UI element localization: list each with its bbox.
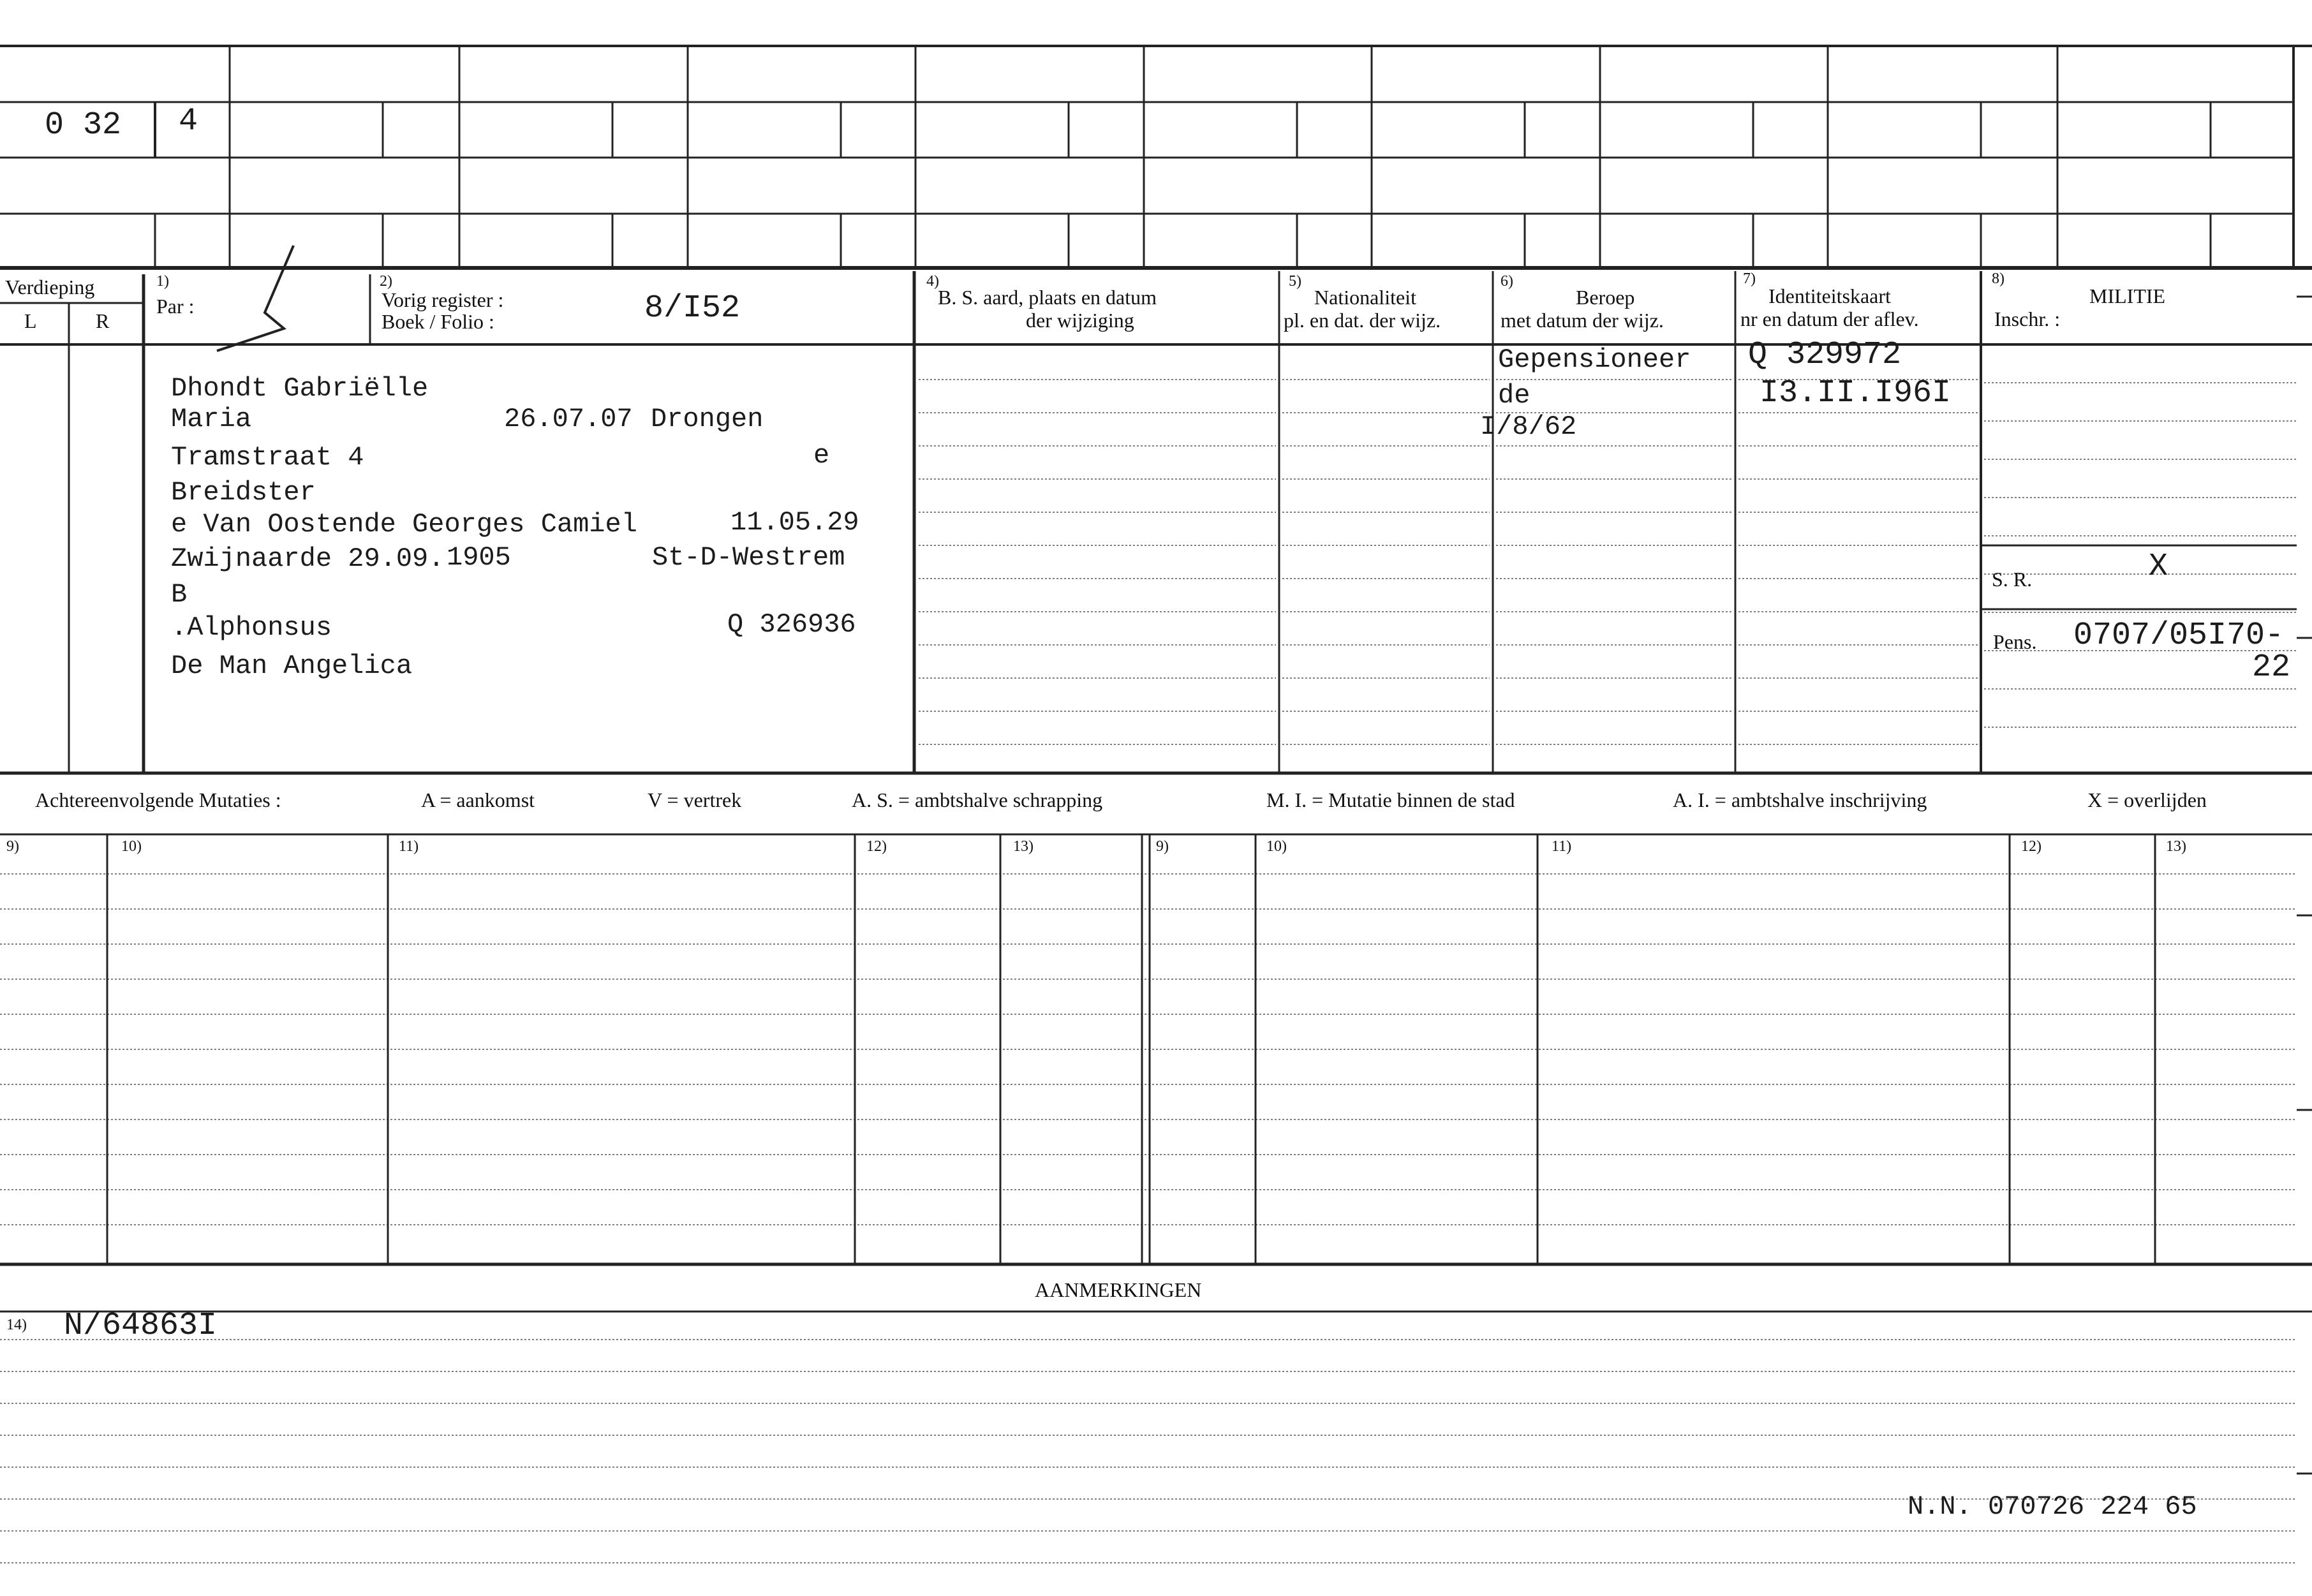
mut-col-13: 13) [1013, 838, 1034, 855]
id-card-number: Q 329972 [1748, 337, 1902, 373]
aanmerkingen-num: 14) [6, 1317, 27, 1333]
person-line-7: B [171, 579, 188, 610]
person-line-1: Dhondt Gabriëlle [171, 373, 429, 404]
card-id: Q 326936 [727, 609, 856, 640]
verdieping-r: R [96, 309, 110, 332]
id-card-date: I3.II.I96I [1760, 375, 1952, 411]
verdieping-l: L [24, 309, 37, 332]
pens-value-2: 22 [2252, 649, 2291, 686]
mutatie-ai: A. I. = ambtshalve inschrijving [1673, 788, 1927, 811]
pens-value-1: 0707/05I70- [2073, 617, 2285, 654]
militie-title: MILITIE [2089, 284, 2166, 307]
beroep-label-1: Beroep [1576, 286, 1635, 309]
nn-number: N.N. 070726 224 65 [1908, 1491, 2197, 1522]
mut-col-9: 9) [6, 838, 19, 855]
mut-col-10: 10) [121, 838, 142, 855]
person-line-2: Maria [171, 404, 252, 434]
birth-date: 26.07.07 [504, 404, 633, 434]
person-line-8: .Alphonsus [171, 612, 332, 643]
id-num: 7) [1743, 270, 1756, 287]
mut-col-13b: 13) [2166, 838, 2186, 855]
id-label-2: nr en datum der aflev. [1740, 307, 1919, 330]
par-num: 1) [156, 273, 169, 290]
mutatie-mi: M. I. = Mutatie binnen de stad [1266, 788, 1515, 811]
aanmerkingen-title: AANMERKINGEN [1035, 1278, 1202, 1301]
person-line-5: e Van Oostende Georges Camiel [171, 509, 637, 540]
card-number: 4 [179, 103, 198, 140]
beroep-label-2: met datum der wijz. [1501, 309, 1664, 332]
verdieping-label: Verdieping [5, 276, 95, 299]
mut-col-11b: 11) [1552, 838, 1572, 855]
note-e: e [813, 440, 830, 471]
beroep-value-2: de [1498, 380, 1530, 411]
person-line-9: De Man Angelica [171, 651, 413, 681]
nat-label-1: Nationaliteit [1314, 286, 1416, 309]
mutatie-as: A. S. = ambtshalve schrapping [852, 788, 1103, 811]
mut-col-12b: 12) [2021, 838, 2042, 855]
aanmerkingen-value: N/64863I [64, 1308, 218, 1344]
mutatie-a: A = aankomst [421, 788, 535, 811]
militie-num: 8) [1992, 270, 2004, 287]
spouse-date: 11.05.29 [730, 507, 859, 538]
death-place: St-D-Westrem [652, 542, 845, 573]
mutatie-x: X = overlijden [2087, 788, 2207, 811]
mutatie-v: V = vertrek [648, 788, 742, 811]
mutaties-title: Achtereenvolgende Mutaties : [35, 788, 281, 811]
vorig-register-label: Vorig register : [382, 288, 504, 311]
beroep-date: I/8/62 [1480, 411, 1577, 442]
register-value: 8/I52 [644, 290, 741, 327]
pens-label: Pens. [1993, 630, 2037, 653]
person-line-3: Tramstraat 4 [171, 442, 364, 473]
beroep-value-1: Gepensioneer [1498, 344, 1691, 375]
person-line-6: Zwijnaarde 29.09. [171, 543, 445, 574]
sr-label: S. R. [1992, 568, 2033, 591]
person-line-4: Breidster [171, 477, 316, 508]
beroep-num: 6) [1501, 273, 1513, 290]
inschr-label: Inschr. : [1994, 307, 2061, 330]
register-num: 2) [380, 273, 392, 290]
nat-label-2: pl. en dat. der wijz. [1284, 309, 1441, 332]
par-scribble [204, 242, 306, 357]
mut-col-12: 12) [866, 838, 887, 855]
nat-num: 5) [1289, 273, 1301, 290]
sr-value: X [2149, 549, 2168, 585]
birth-place: Drongen [651, 404, 764, 434]
boek-folio-label: Boek / Folio : [382, 310, 494, 333]
mut-col-11: 11) [399, 838, 419, 855]
bs-label-1: B. S. aard, plaats en datum [938, 286, 1157, 309]
id-label-1: Identiteitskaart [1768, 284, 1891, 307]
mut-col-9b: 9) [1156, 838, 1169, 855]
mut-col-10b: 10) [1266, 838, 1287, 855]
bs-label-2: der wijziging [1026, 309, 1134, 332]
death-year: 1905 [447, 542, 511, 573]
bs-num: 4) [926, 273, 939, 290]
card-code: 0 32 [45, 107, 122, 144]
par-label: Par : [156, 295, 195, 318]
